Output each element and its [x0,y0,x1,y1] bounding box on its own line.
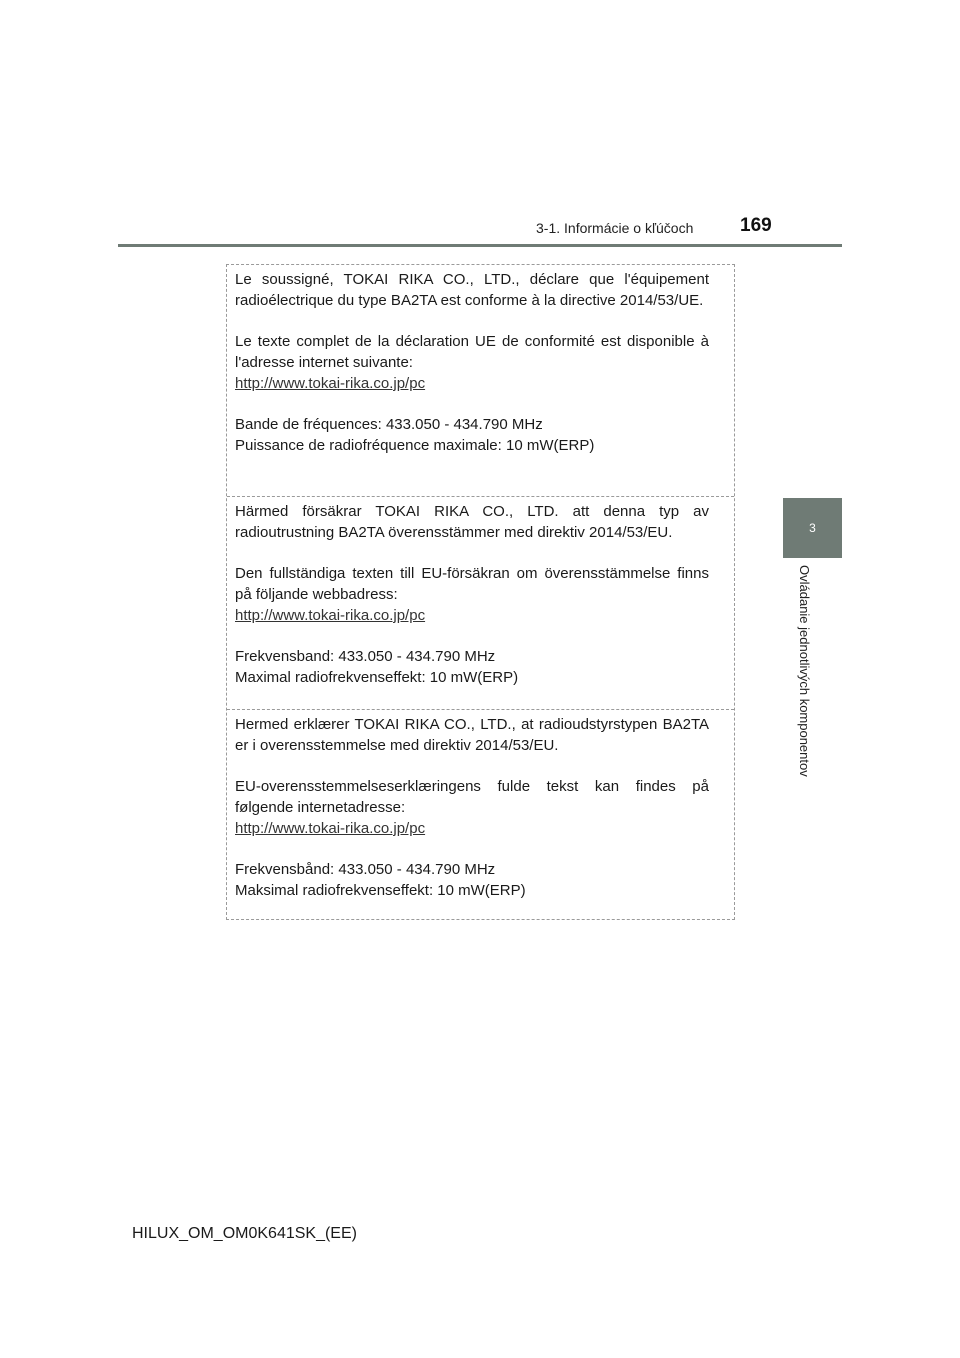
declaration-text: Härmed försäkrar TOKAI RIKA CO., LTD. att denna typ av radioutrustning BA2TA överensstämmer med direktiv 2014/53/EU. [235,503,709,541]
full-text-intro-text: Den fullständiga texten till EU-försäkran om överensstämmelse finns på följande webbadress: [235,565,709,603]
declaration-text: Le soussigné, TOKAI RIKA CO., LTD., déclare que l'équipement radioélectrique du type BA2TA est conforme à la directive 2014/53/UE. [235,271,709,309]
page-number: 169 [740,215,772,236]
max-power-text: Maximal radiofrekvenseffekt: 10 mW(ERP) [235,669,519,686]
frequency-band-text: Frekvensbånd: 433.050 - 434.790 MHz [235,861,496,878]
full-text-intro-text: Le texte complet de la déclaration UE de conformité est disponible à l'adresse internet suivante: [235,333,709,371]
notice-section-swedish [227,496,734,709]
full-text-intro-text: EU-overensstemmelseserklæringens fulde tekst kan findes på følgende internetadresse: [235,778,709,816]
declaration-url-link[interactable]: http://www.tokai-rika.co.jp/pc [235,820,426,837]
full-text-intro [235,331,709,394]
frequency-band-text: Frekvensband: 433.050 - 434.790 MHz [235,648,496,665]
running-header-section: 3-1. Informácie o kľúčoch [536,220,694,236]
notice-section-french [227,265,734,496]
chapter-side-title: Ovládanie jednotlivých komponentov [797,565,812,777]
header-divider [118,244,842,247]
max-power-text: Puissance de radiofréquence maximale: 10 mW(ERP) [235,437,595,454]
full-text-intro [235,563,709,626]
declaration-url-link[interactable]: http://www.tokai-rika.co.jp/pc [235,607,426,624]
declaration-text: Hermed erklærer TOKAI RIKA CO., LTD., at radioudstyrstypen BA2TA er i overensstemmelse med direktiv 2014/53/EU. [235,716,709,754]
declaration-url-link[interactable]: http://www.tokai-rika.co.jp/pc [235,375,426,392]
max-power-text: Maksimal radiofrekvenseffekt: 10 mW(ERP) [235,882,526,899]
chapter-tab [783,498,842,558]
radio-compliance-notice-box [226,264,735,920]
chapter-number: 3 [809,521,816,535]
full-text-intro [235,776,709,839]
manual-code-footer: HILUX_OM_OM0K641SK_(EE) [132,1225,357,1242]
notice-section-danish [227,709,734,921]
frequency-band-text: Bande de fréquences: 433.050 - 434.790 MHz [235,416,543,433]
